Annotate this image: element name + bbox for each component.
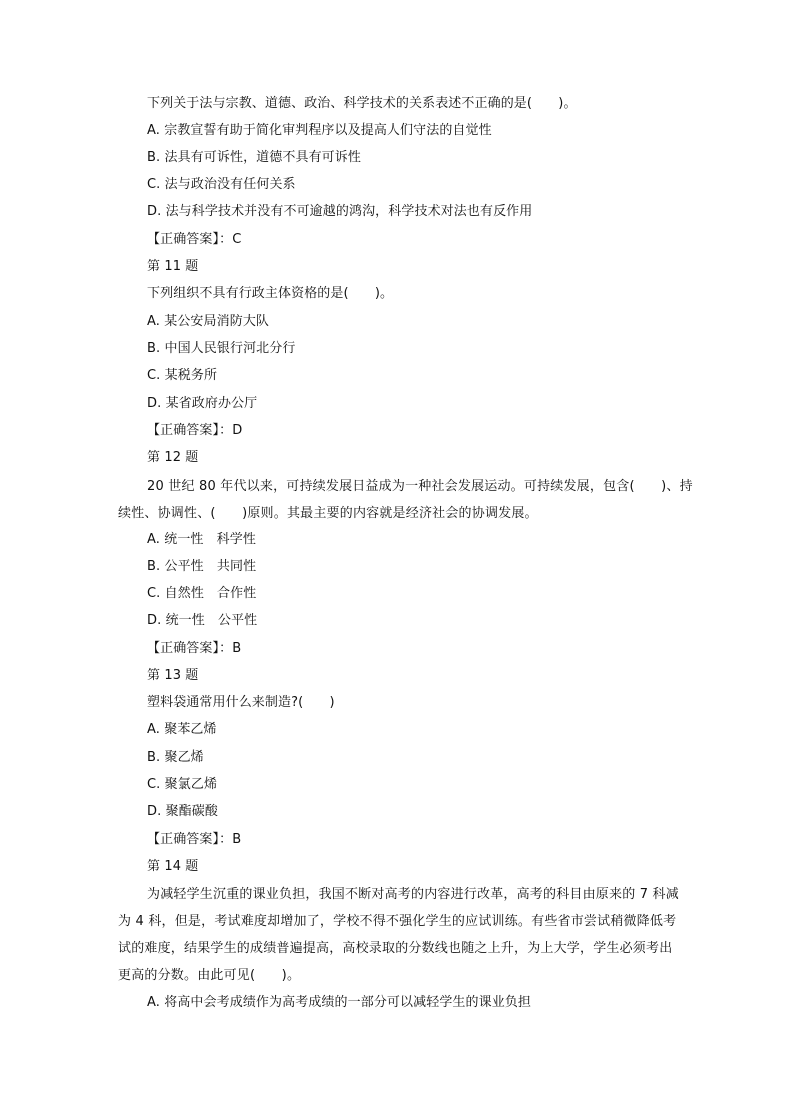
- question-12-option-c: C. 自然性 合作性: [147, 586, 257, 601]
- question-14-number: 第 14 题: [147, 859, 199, 874]
- question-10-option-d: D. 法与科学技术并没有不可逾越的鸿沟，科学技术对法也有反作用: [147, 204, 533, 219]
- question-12-option-a: A. 统一性 科学性: [147, 532, 256, 547]
- question-10-stem: 下列关于法与宗教、道德、政治、科学技术的关系表述不正确的是( )。: [147, 96, 577, 111]
- question-11-answer: 【正确答案】：D: [147, 423, 243, 438]
- question-11-option-d: D. 某省政府办公厅: [147, 396, 258, 411]
- question-13-option-d: D. 聚酯碳酸: [147, 804, 218, 819]
- question-11-stem: 下列组织不具有行政主体资格的是( )。: [147, 286, 394, 301]
- question-12-option-d: D. 统一性 公平性: [147, 613, 258, 628]
- question-11-number: 第 11 题: [147, 259, 199, 274]
- question-10-option-c: C. 法与政治没有任何关系: [147, 177, 296, 192]
- question-11-option-b: B. 中国人民银行河北分行: [147, 341, 296, 356]
- question-13-answer: 【正确答案】：B: [147, 832, 242, 847]
- question-10-option-b: B. 法具有可诉性，道德不具有可诉性: [147, 150, 361, 165]
- question-14-option-a: A. 将高中会考成绩作为高考成绩的一部分可以减轻学生的课业负担: [147, 995, 532, 1010]
- question-13-option-a: A. 聚苯乙烯: [147, 722, 217, 737]
- question-12-number: 第 12 题: [147, 450, 199, 465]
- question-13-option-b: B. 聚乙烯: [147, 750, 204, 765]
- question-11-option-c: C. 某税务所: [147, 368, 218, 383]
- question-12-stem: 20 世纪 80 年代以来，可持续发展日益成为一种社会发展运动。可持续发展，包含( )、持续性、协调性、( )原则。其最主要的内容就是经济社会的协调发展。: [118, 479, 693, 521]
- question-13-number: 第 13 题: [147, 668, 199, 683]
- question-14-stem: 为减轻学生沉重的课业负担，我国不断对高考的内容进行改革，高考的科目由原来的 7 科减为 4 科，但是，考试难度却增加了，学校不得不强化学生的应试训练。有些省市尝试稍微降低考试的难度，结果学生的成绩普遍提高，高校录取的分数线也随之上升，为上大学，学生必须考出更高的分数。由此可见( )。: [118, 887, 679, 983]
- question-10-option-a: A. 宗教宣誓有助于简化审判程序以及提高人们守法的自觉性: [147, 123, 492, 138]
- question-13-option-c: C. 聚氯乙烯: [147, 777, 218, 792]
- question-11-option-a: A. 某公安局消防大队: [147, 314, 270, 329]
- question-12-answer: 【正确答案】：B: [147, 641, 242, 656]
- question-13-stem: 塑料袋通常用什么来制造?( ): [147, 695, 335, 710]
- question-12-option-b: B. 公平性 共同性: [147, 559, 257, 574]
- question-10-answer: 【正确答案】：C: [147, 232, 242, 247]
